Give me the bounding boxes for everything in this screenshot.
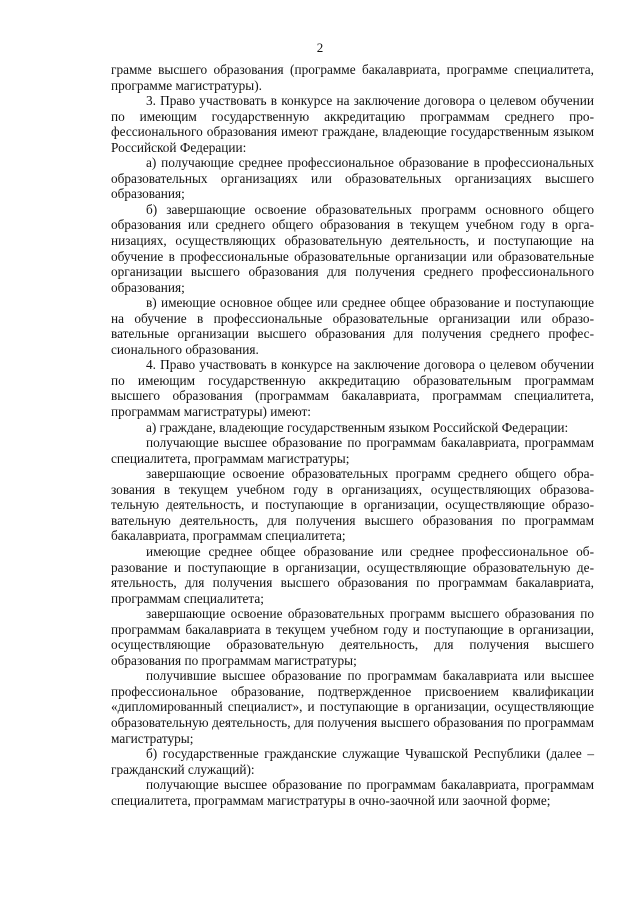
paragraph-item-4a-3: имеющие среднее общее образование или среднее профессиональное образование и поступающие в организации, осуществляющие образовательную деятельность, для получения высшего образования по программам бакалавриата, программам специалитета; — [111, 543, 594, 606]
paragraph-item-4: 4. Право участвовать в конкурсе на заключение договора о целевом обучении по имеющим государственную аккредитацию образовательным программам высшего образования (программам бакалавриата, программам специалитета, программам магистратуры) имеют: — [111, 357, 594, 420]
page-number: 2 — [316, 40, 324, 55]
paragraph-item-4b: б) государственные гражданские служащие Чувашской Республики (далее – гражданский служащий): — [111, 746, 594, 777]
paragraph-continuation: грамме высшего образования (программе бакалавриата, программе специалитета, программе магистратуры). — [111, 62, 594, 93]
paragraph-item-3a: а) получающие среднее профессиональное образование в профессиональных образовательных организациях или образовательных организациях высшего образования; — [111, 155, 594, 202]
paragraph-item-4a-2: завершающие освоение образовательных программ среднего общего образования в текущем учебном году в организациях, осуществляющих образовательную деятельность, и поступающие в организации, осуществляющие образовательную деятельность, для получения высшего образования по программам бакалавриата, программам специалитета; — [111, 466, 594, 544]
paragraph-item-3v: в) имеющие основное общее или среднее общее образование и поступающие на обучение в профессиональные образовательные организации или образовательные организации высшего образования для получения среднего профессионального образования. — [111, 295, 594, 357]
paragraph-item-4b-1: получающие высшее образование по программам бакалавриата, программам специалитета, программам магистратуры в очно-заочной или заочной форме; — [111, 777, 594, 808]
paragraph-item-3: 3. Право участвовать в конкурсе на заключение договора о целевом обучении по имеющим государственную аккредитацию программам среднего профессионального образования имеют граждане, владеющие государственным языком Российской Федерации: — [111, 93, 594, 155]
paragraph-item-4a: а) граждане, владеющие государственным языком Российской Федерации: — [146, 419, 569, 435]
paragraph-item-4a-4: завершающие освоение образовательных программ высшего образования по программам бакалавриата в текущем учебном году и поступающие в организации, осуществляющие образовательную деятельность, для получения высшего образования по программам магистратуры; — [111, 606, 594, 668]
paragraph-item-4a-5: получившие высшее образование по программам бакалавриата или высшее профессиональное образование, подтвержденное присвоением квалификации «дипломированный специалист», и поступающие в организации, осуществляющие образовательную деятельность, для получения высшего образования по программам магистратуры; — [111, 668, 594, 746]
paragraph-item-4a-1: получающие высшее образование по программам бакалавриата, программам специалитета, программам магистратуры; — [111, 435, 594, 466]
paragraph-item-3b: б) завершающие освоение образовательных программ основного общего образования или среднего общего образования в текущем учебном году в организациях, осуществляющих образовательную деятельность, и поступающие на обучение в профессиональные образовательные организации или образовательные организации высшего образования для получения среднего профессионального образования; — [111, 201, 594, 295]
document-body — [111, 62, 594, 808]
